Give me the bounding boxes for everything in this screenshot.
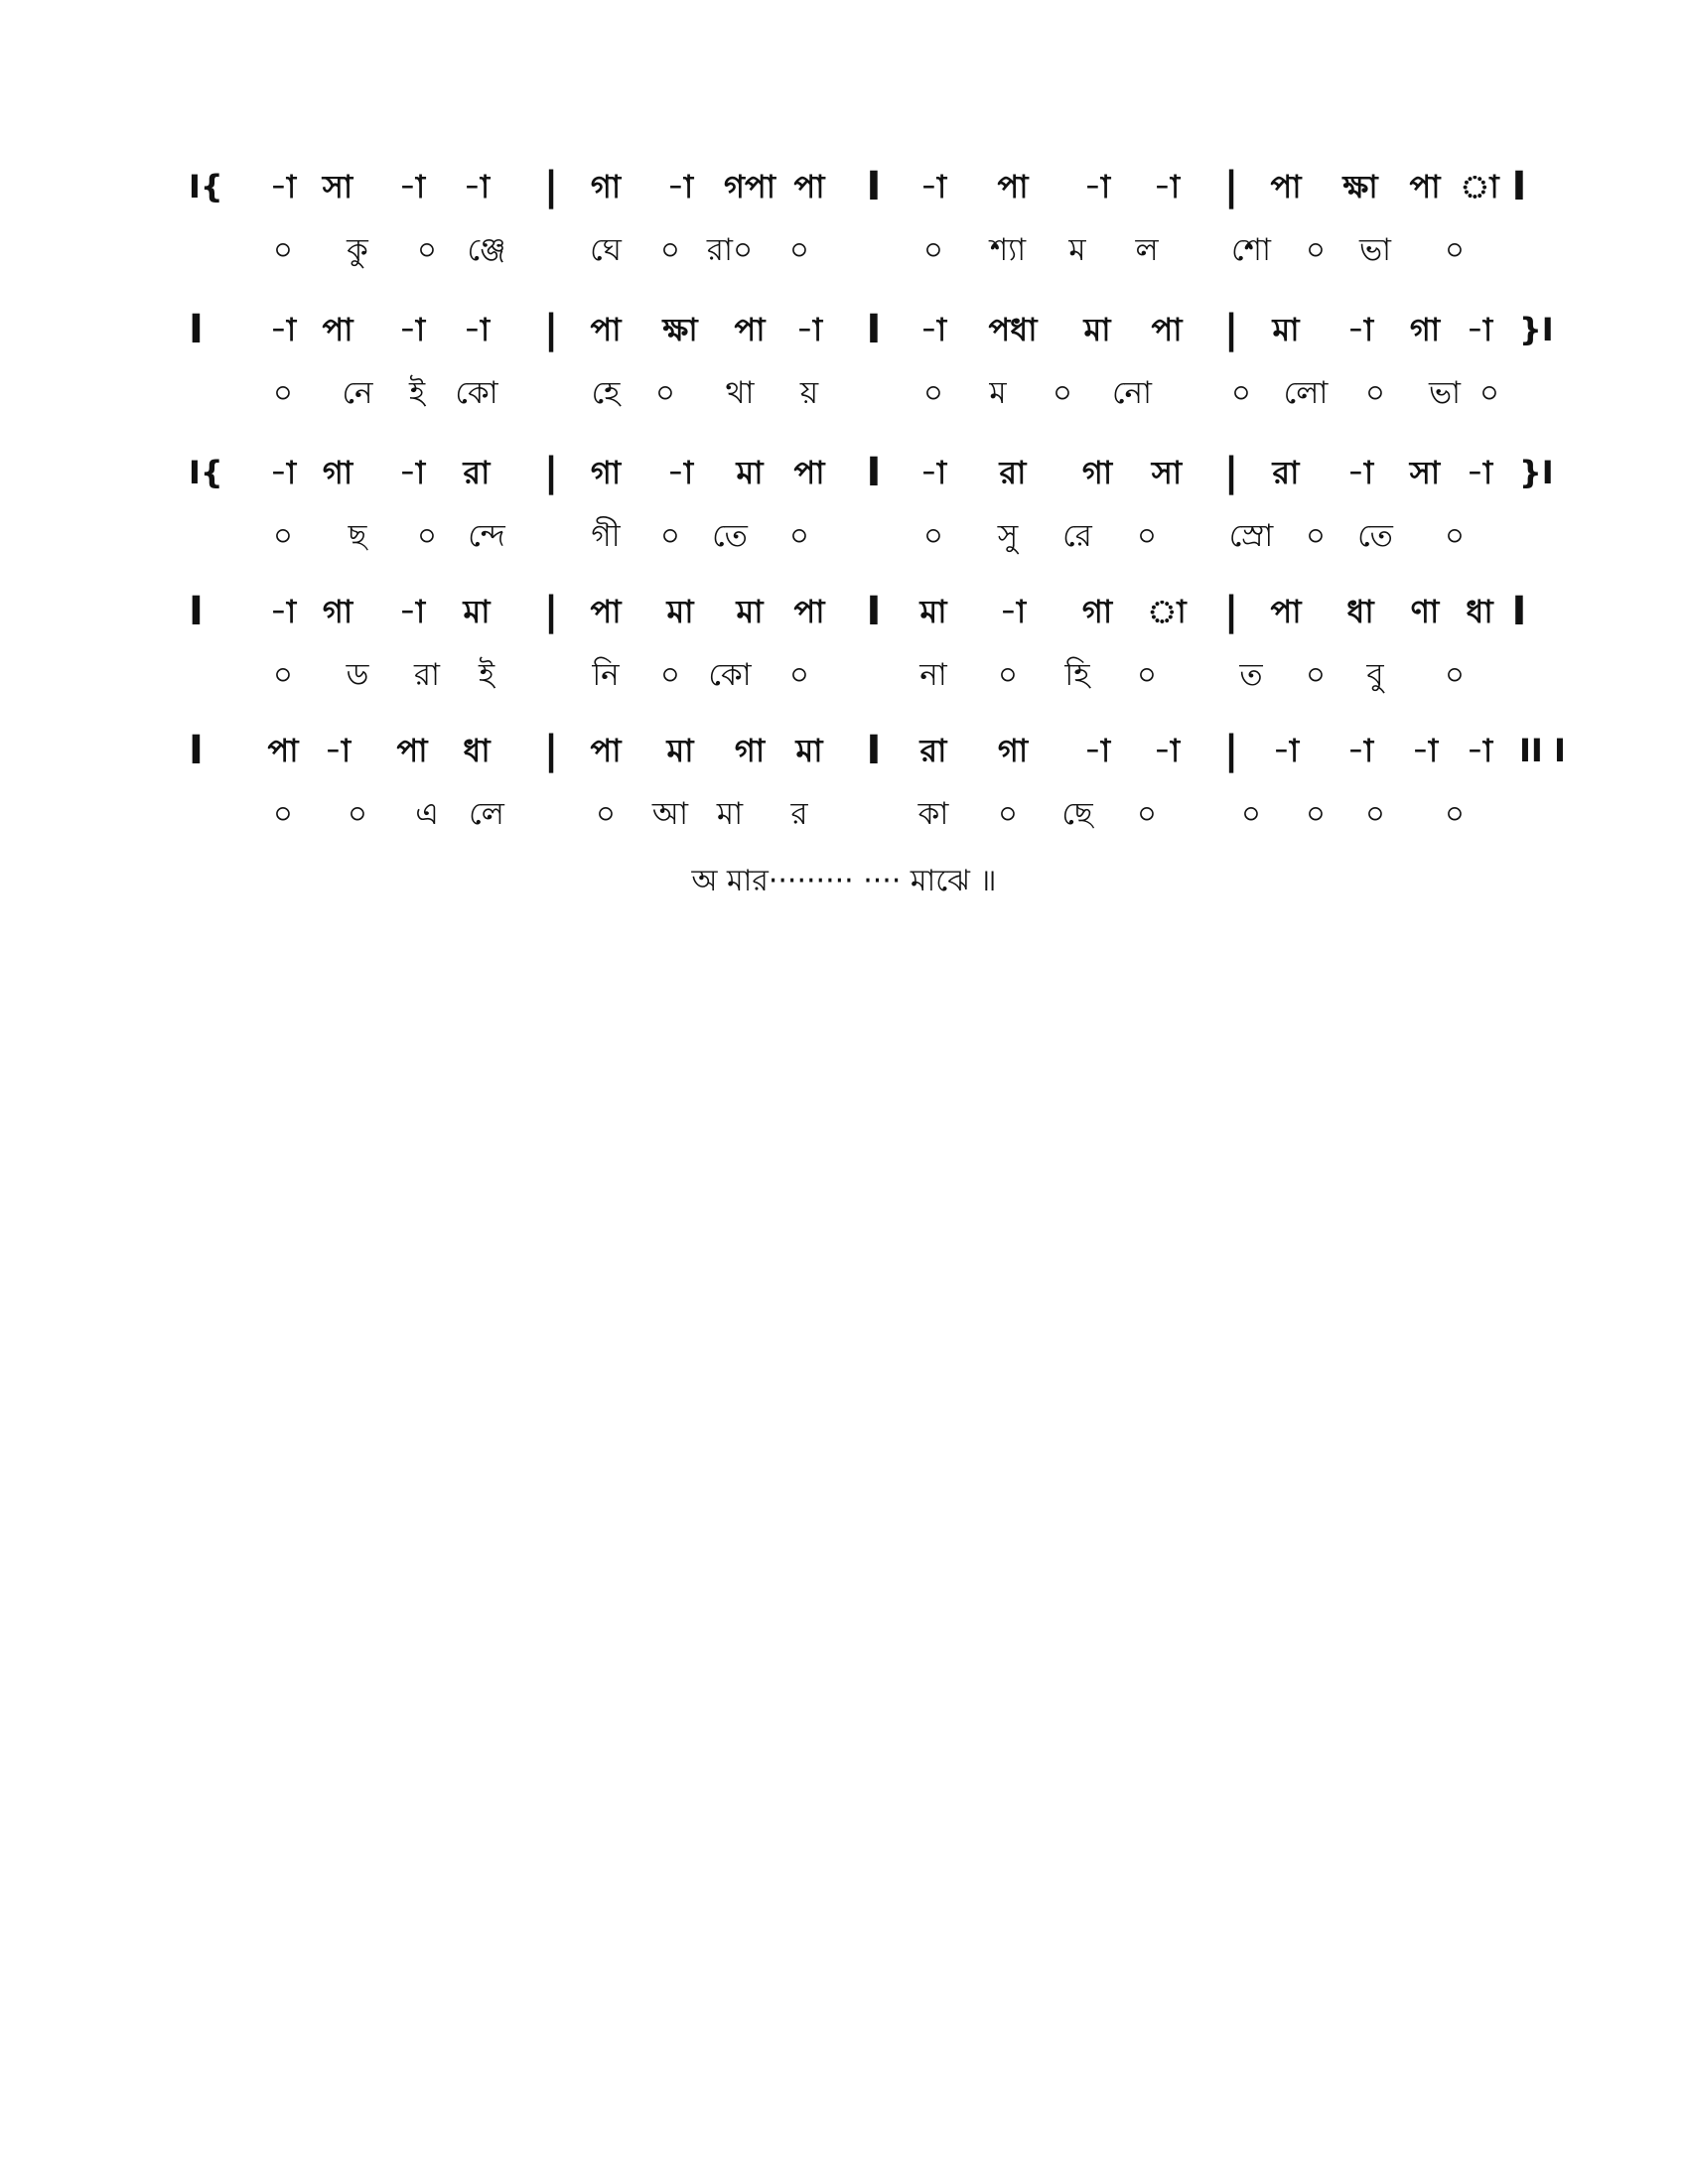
notation-token: গা [590, 168, 622, 205]
notation-token: পা [1270, 593, 1302, 630]
notation-token: -া [463, 168, 491, 205]
notation-token: পা [793, 454, 825, 491]
notation-token: -া [1272, 732, 1300, 769]
notation-token: পা [590, 732, 622, 769]
lyric-syllable: শ্যা [989, 232, 1027, 268]
lyric-syllable: রে [1062, 518, 1092, 554]
lyric-syllable: সু [997, 518, 1019, 554]
lyric-syllable: ০ [1305, 518, 1327, 554]
lyric-syllable: ০ [1305, 657, 1327, 693]
notation-token: রা [463, 454, 491, 491]
lyric-syllable: না [919, 657, 947, 693]
notation-token: পধা [988, 311, 1038, 348]
lyrics-line-3 [189, 516, 1539, 556]
lyric-syllable: ই [408, 375, 426, 411]
lyric-syllable: ০ [922, 518, 944, 554]
notation-token: া [1147, 593, 1187, 630]
lyric-syllable: ০ [659, 657, 681, 693]
notation-token: পা [1151, 311, 1183, 348]
notation-token: পা [793, 168, 825, 205]
notation-token: I [189, 728, 204, 773]
lyric-syllable: ০ [788, 232, 810, 268]
notation-token: -া [463, 311, 491, 348]
lyric-syllable: হে [591, 375, 621, 411]
lyric-syllable: ০ [1136, 518, 1158, 554]
lyric-syllable: থা [725, 375, 755, 411]
lyric-syllable: ০ [272, 375, 294, 411]
lyric-syllable: ০ [997, 657, 1019, 693]
lyric-syllable: ০ [654, 375, 676, 411]
notation-token: ক্ষা [662, 311, 698, 348]
lyric-syllable: রা০ [706, 232, 754, 268]
notation-token: -া [398, 454, 426, 491]
lyric-syllable: ০ [347, 796, 368, 832]
notation-token: I [866, 164, 882, 209]
lyric-syllable: লো [1283, 375, 1329, 411]
notation-token: মা [463, 593, 491, 630]
notation-token: পা [590, 311, 622, 348]
lyric-syllable: ন্দে [468, 518, 505, 554]
notation-token: গা [1081, 593, 1113, 630]
notation-token: পা [734, 311, 766, 348]
notation-token: -া [1466, 454, 1493, 491]
notation-token: পা [793, 593, 825, 630]
notation-token: | [1223, 450, 1239, 495]
notation-token: -া [1411, 732, 1439, 769]
lyric-syllable: নো [1111, 375, 1153, 411]
notation-token: -া [919, 168, 947, 205]
lyric-syllable: কু [347, 232, 368, 268]
lyric-syllable: কা [917, 796, 949, 832]
notation-token: গা [322, 593, 353, 630]
notation-token: -া [269, 168, 297, 205]
lyric-syllable: তে [1357, 518, 1393, 554]
lyric-syllable: ম [989, 375, 1007, 411]
lyric-syllable: ০ [1136, 657, 1158, 693]
notation-token: }I [1519, 454, 1554, 491]
notation-token: | [1223, 589, 1239, 634]
notation-token: I [189, 307, 204, 352]
lyric-syllable: ছে [1061, 796, 1093, 832]
lyric-syllable: ০ [1052, 375, 1073, 411]
notation-token: পা [396, 732, 428, 769]
notation-token: ধা [463, 732, 491, 769]
lyric-syllable: ০ [595, 796, 617, 832]
lyric-syllable: তে [712, 518, 748, 554]
notation-token: ণা [1410, 593, 1440, 630]
lyric-syllable: ০ [1444, 232, 1466, 268]
lyric-syllable: ০ [272, 796, 294, 832]
notation-token: পা [267, 732, 299, 769]
lyric-syllable: ০ [416, 518, 438, 554]
lyric-syllable: ভা [1358, 232, 1392, 268]
notation-line-2 [189, 307, 1554, 352]
notation-token: -া [398, 593, 426, 630]
notation-token: | [543, 728, 559, 773]
notation-token: ক্ষা [1342, 168, 1378, 205]
notation-token: I [1511, 164, 1527, 209]
notation-token: -া [999, 593, 1027, 630]
lyric-syllable: নে [342, 375, 373, 411]
notation-token: রা [919, 732, 947, 769]
lyric-syllable: ০ [1478, 375, 1500, 411]
lyric-syllable: স্রো [1228, 518, 1274, 554]
notation-token: রা [1272, 454, 1300, 491]
lyric-syllable: এ [415, 796, 439, 832]
lyric-syllable: ০ [1444, 796, 1466, 832]
lyric-syllable: ঞ্জে [467, 232, 506, 268]
notation-token: -া [1346, 454, 1374, 491]
notation-token: সা [1151, 454, 1183, 491]
notation-token: মা [666, 732, 694, 769]
notation-line-4 [189, 589, 1539, 634]
lyric-syllable: র [790, 796, 808, 832]
lyric-syllable: ই [478, 657, 495, 693]
notation-token: -া [795, 311, 823, 348]
notation-token: -া [269, 454, 297, 491]
notation-token: মা [919, 593, 947, 630]
notation-token: I [866, 450, 882, 495]
notation-token: -া [666, 168, 694, 205]
notation-token: | [1223, 307, 1239, 352]
notation-token: I [866, 307, 882, 352]
lyric-syllable: য় [799, 375, 819, 411]
notation-token: গপা [724, 168, 775, 205]
refrain-footer: অ মার········· ···· মাঝে ॥ [691, 864, 997, 898]
lyric-syllable: ছ [348, 518, 367, 554]
notation-token: মা [795, 732, 823, 769]
notation-token: পা [1409, 168, 1441, 205]
lyric-syllable: ০ [416, 232, 438, 268]
lyric-syllable: হি [1064, 657, 1090, 693]
lyric-syllable: ০ [1364, 796, 1386, 832]
notation-token: মা [1272, 311, 1300, 348]
notation-token: I [866, 589, 882, 634]
notation-token: | [1223, 164, 1239, 209]
notation-token: I{ [189, 168, 223, 205]
notation-token: -া [398, 168, 426, 205]
notation-token: মা [1083, 311, 1111, 348]
notation-token: সা [322, 168, 353, 205]
lyric-syllable: শো [1231, 232, 1271, 268]
lyric-syllable: বু [1366, 657, 1384, 693]
notation-token: পা [590, 593, 622, 630]
lyric-syllable: লে [469, 796, 504, 832]
notation-line-3 [189, 450, 1554, 495]
notation-token: I [189, 589, 204, 634]
lyric-syllable: ভা [1428, 375, 1462, 411]
notation-token: মা [666, 593, 694, 630]
notation-token: -া [1153, 732, 1181, 769]
lyric-syllable: ০ [788, 657, 810, 693]
lyric-syllable: ০ [1305, 232, 1327, 268]
lyric-syllable: ড [346, 657, 369, 693]
lyric-syllable: ০ [272, 518, 294, 554]
lyric-syllable: ০ [272, 232, 294, 268]
notation-token: -া [398, 311, 426, 348]
notation-token: | [1223, 728, 1239, 773]
lyric-syllable: ০ [1444, 657, 1466, 693]
notation-token: গা [322, 454, 353, 491]
notation-token: সা [1409, 454, 1441, 491]
lyric-syllable: ০ [1305, 796, 1327, 832]
lyric-syllable: ম [1068, 232, 1086, 268]
lyric-syllable: গী [591, 518, 621, 554]
lyric-syllable: ০ [659, 518, 681, 554]
lyric-syllable: কো [708, 657, 752, 693]
notation-line-5 [189, 728, 1566, 773]
lyric-syllable: ০ [1364, 375, 1386, 411]
notation-token: -া [1083, 168, 1111, 205]
lyric-syllable: ০ [922, 232, 944, 268]
lyrics-line-2 [189, 373, 1539, 413]
notation-token: -া [919, 311, 947, 348]
lyric-syllable: ০ [788, 518, 810, 554]
lyric-syllable: ঘে [590, 232, 622, 268]
notation-line-1 [189, 164, 1539, 209]
notation-token: I{ [189, 454, 223, 491]
notation-token: }I [1519, 311, 1554, 348]
notation-token: I [866, 728, 882, 773]
lyrics-line-1 [189, 230, 1539, 270]
notation-token: | [543, 589, 559, 634]
notation-token: II I [1519, 732, 1566, 769]
notation-token: মা [736, 593, 764, 630]
notation-token: পা [322, 311, 353, 348]
notation-token: ধা [1346, 593, 1374, 630]
notation-token: গা [1409, 311, 1441, 348]
notation-token: -া [269, 593, 297, 630]
lyric-syllable: রা [413, 657, 441, 693]
notation-token: গা [590, 454, 622, 491]
notation-token: -া [666, 454, 694, 491]
notation-token: | [543, 307, 559, 352]
lyric-syllable: ০ [1230, 375, 1252, 411]
lyric-syllable: ০ [1444, 518, 1466, 554]
lyric-syllable: ০ [997, 796, 1019, 832]
notation-token: -া [1153, 168, 1181, 205]
notation-token: -া [1466, 311, 1493, 348]
notation-token: -া [1083, 732, 1111, 769]
lyric-syllable: মা [716, 796, 744, 832]
notation-token: -া [324, 732, 352, 769]
notation-token: গা [1081, 454, 1113, 491]
lyric-syllable: ত [1239, 657, 1263, 693]
lyric-syllable: ০ [659, 232, 681, 268]
lyrics-line-5 [189, 794, 1539, 834]
notation-token: | [543, 164, 559, 209]
notation-token: পা [997, 168, 1029, 205]
lyric-syllable: ০ [1136, 796, 1158, 832]
notation-token: রা [999, 454, 1027, 491]
notation-token: া [1460, 168, 1499, 205]
notation-token: -া [1466, 732, 1493, 769]
notation-token: মা [736, 454, 764, 491]
notation-token: I [1511, 589, 1527, 634]
lyric-syllable: আ [651, 796, 689, 832]
notation-token: -া [919, 454, 947, 491]
notation-token: -া [1346, 732, 1374, 769]
notation-token: -া [269, 311, 297, 348]
lyric-syllable: ল [1135, 232, 1159, 268]
lyric-syllable: নি [592, 657, 620, 693]
lyric-syllable: ০ [922, 375, 944, 411]
notation-token: -া [1346, 311, 1374, 348]
notation-token: গা [734, 732, 766, 769]
lyric-syllable: ০ [272, 657, 294, 693]
lyric-syllable: ০ [1240, 796, 1262, 832]
notation-token: গা [997, 732, 1029, 769]
notation-token: | [543, 450, 559, 495]
lyric-syllable: কো [455, 375, 498, 411]
notation-token: পা [1270, 168, 1302, 205]
lyrics-line-4 [189, 655, 1539, 695]
notation-token: ধা [1466, 593, 1493, 630]
